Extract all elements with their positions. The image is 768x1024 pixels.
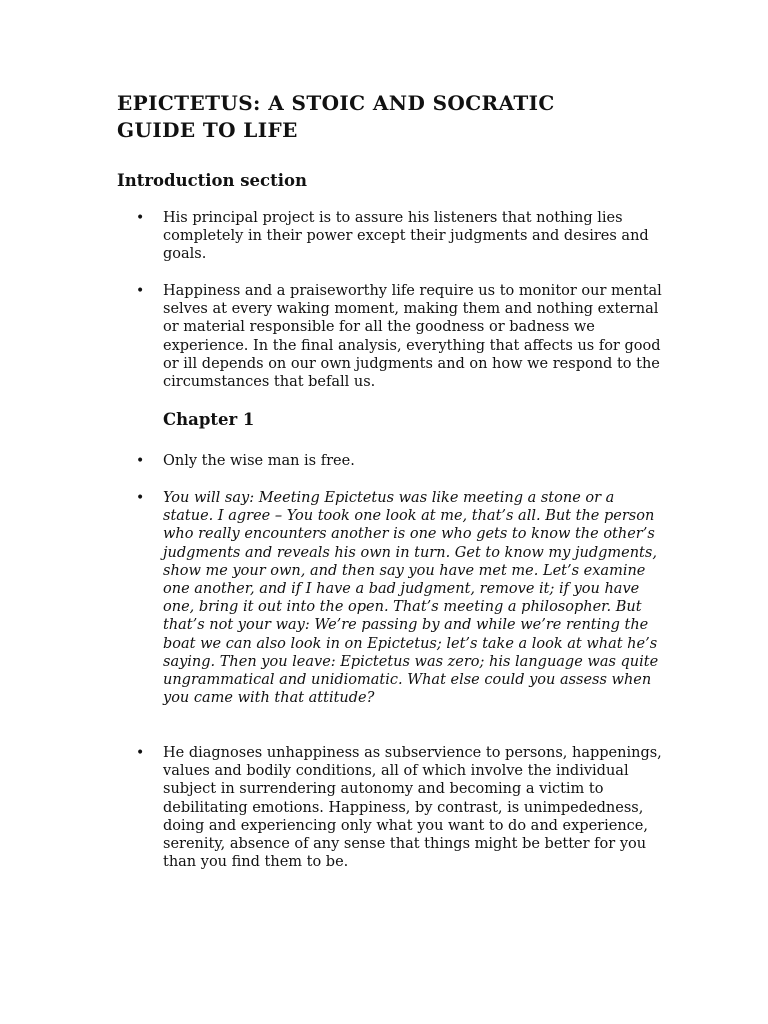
intro-bullet-text: Happiness and a praiseworthy life require us to monitor our mental selves at every waking moment, making them and nothing external or material responsible for all the goodness or badness we experience. In the final analysis, everything that affects us for good or ill depends on our own judgments and on how we respond to the circumstances that befall us.: [163, 283, 662, 391]
intro-section-heading: Introduction section: [117, 171, 307, 190]
chapter-bullet-text: Only the wise man is free.: [163, 453, 355, 469]
document-title-line-2: GUIDE TO LIFE: [117, 118, 298, 142]
bullet-icon: •: [136, 210, 145, 226]
bullet-icon: •: [136, 453, 145, 469]
chapter-quote-text: You will say: Meeting Epictetus was like meeting a stone or a statue. I agree – You took one look at me, that’s all. But the person who really encounters another is one who gets to know the other’s judgments and reveals his own in turn. Get to know my judgments, show me your own, and then say you have met me. Let’s examine one another, and if I have a bad judgment, remove it; if you have one, bring it out into the open. That’s meeting a philosopher. But that’s not your way: We’re passing by and while we’re renting the boat we can also look in on Epictetus; let’s take a look at what he’s saying. Then you leave: Epictetus was zero; his language was quite ungrammatical and unidiomatic. What else could you assess when you came with that attitude?: [163, 490, 659, 707]
bullet-icon: •: [136, 490, 145, 506]
intro-bullet-text: His principal project is to assure his listeners that nothing lies completely in their power except their judgments and desires and goals.: [163, 210, 649, 263]
chapter-bullet-item: [136, 744, 663, 871]
bullet-icon: •: [136, 283, 145, 299]
document-title-line-1: EPICTETUS: A STOIC AND SOCRATIC: [117, 91, 555, 115]
chapter-bullet-item: [136, 489, 663, 707]
chapter-bullet-text: He diagnoses unhappiness as subservience to persons, happenings, values and bodily conditions, all of which involve the individual subject in surrendering autonomy and becoming a victim to debilitating emotions. Happiness, by contrast, is unimpededness, doing and experiencing only what you want to do and experience, serenity, absence of any sense that things might be better for you than you find them to be.: [163, 745, 662, 871]
chapter-bullet-item: [136, 452, 663, 470]
intro-bullet-item: [136, 209, 663, 264]
bullet-icon: •: [136, 745, 145, 761]
document-title: [117, 90, 637, 144]
intro-bullet-item: [136, 282, 663, 391]
chapter-1-heading: Chapter 1: [163, 410, 255, 429]
